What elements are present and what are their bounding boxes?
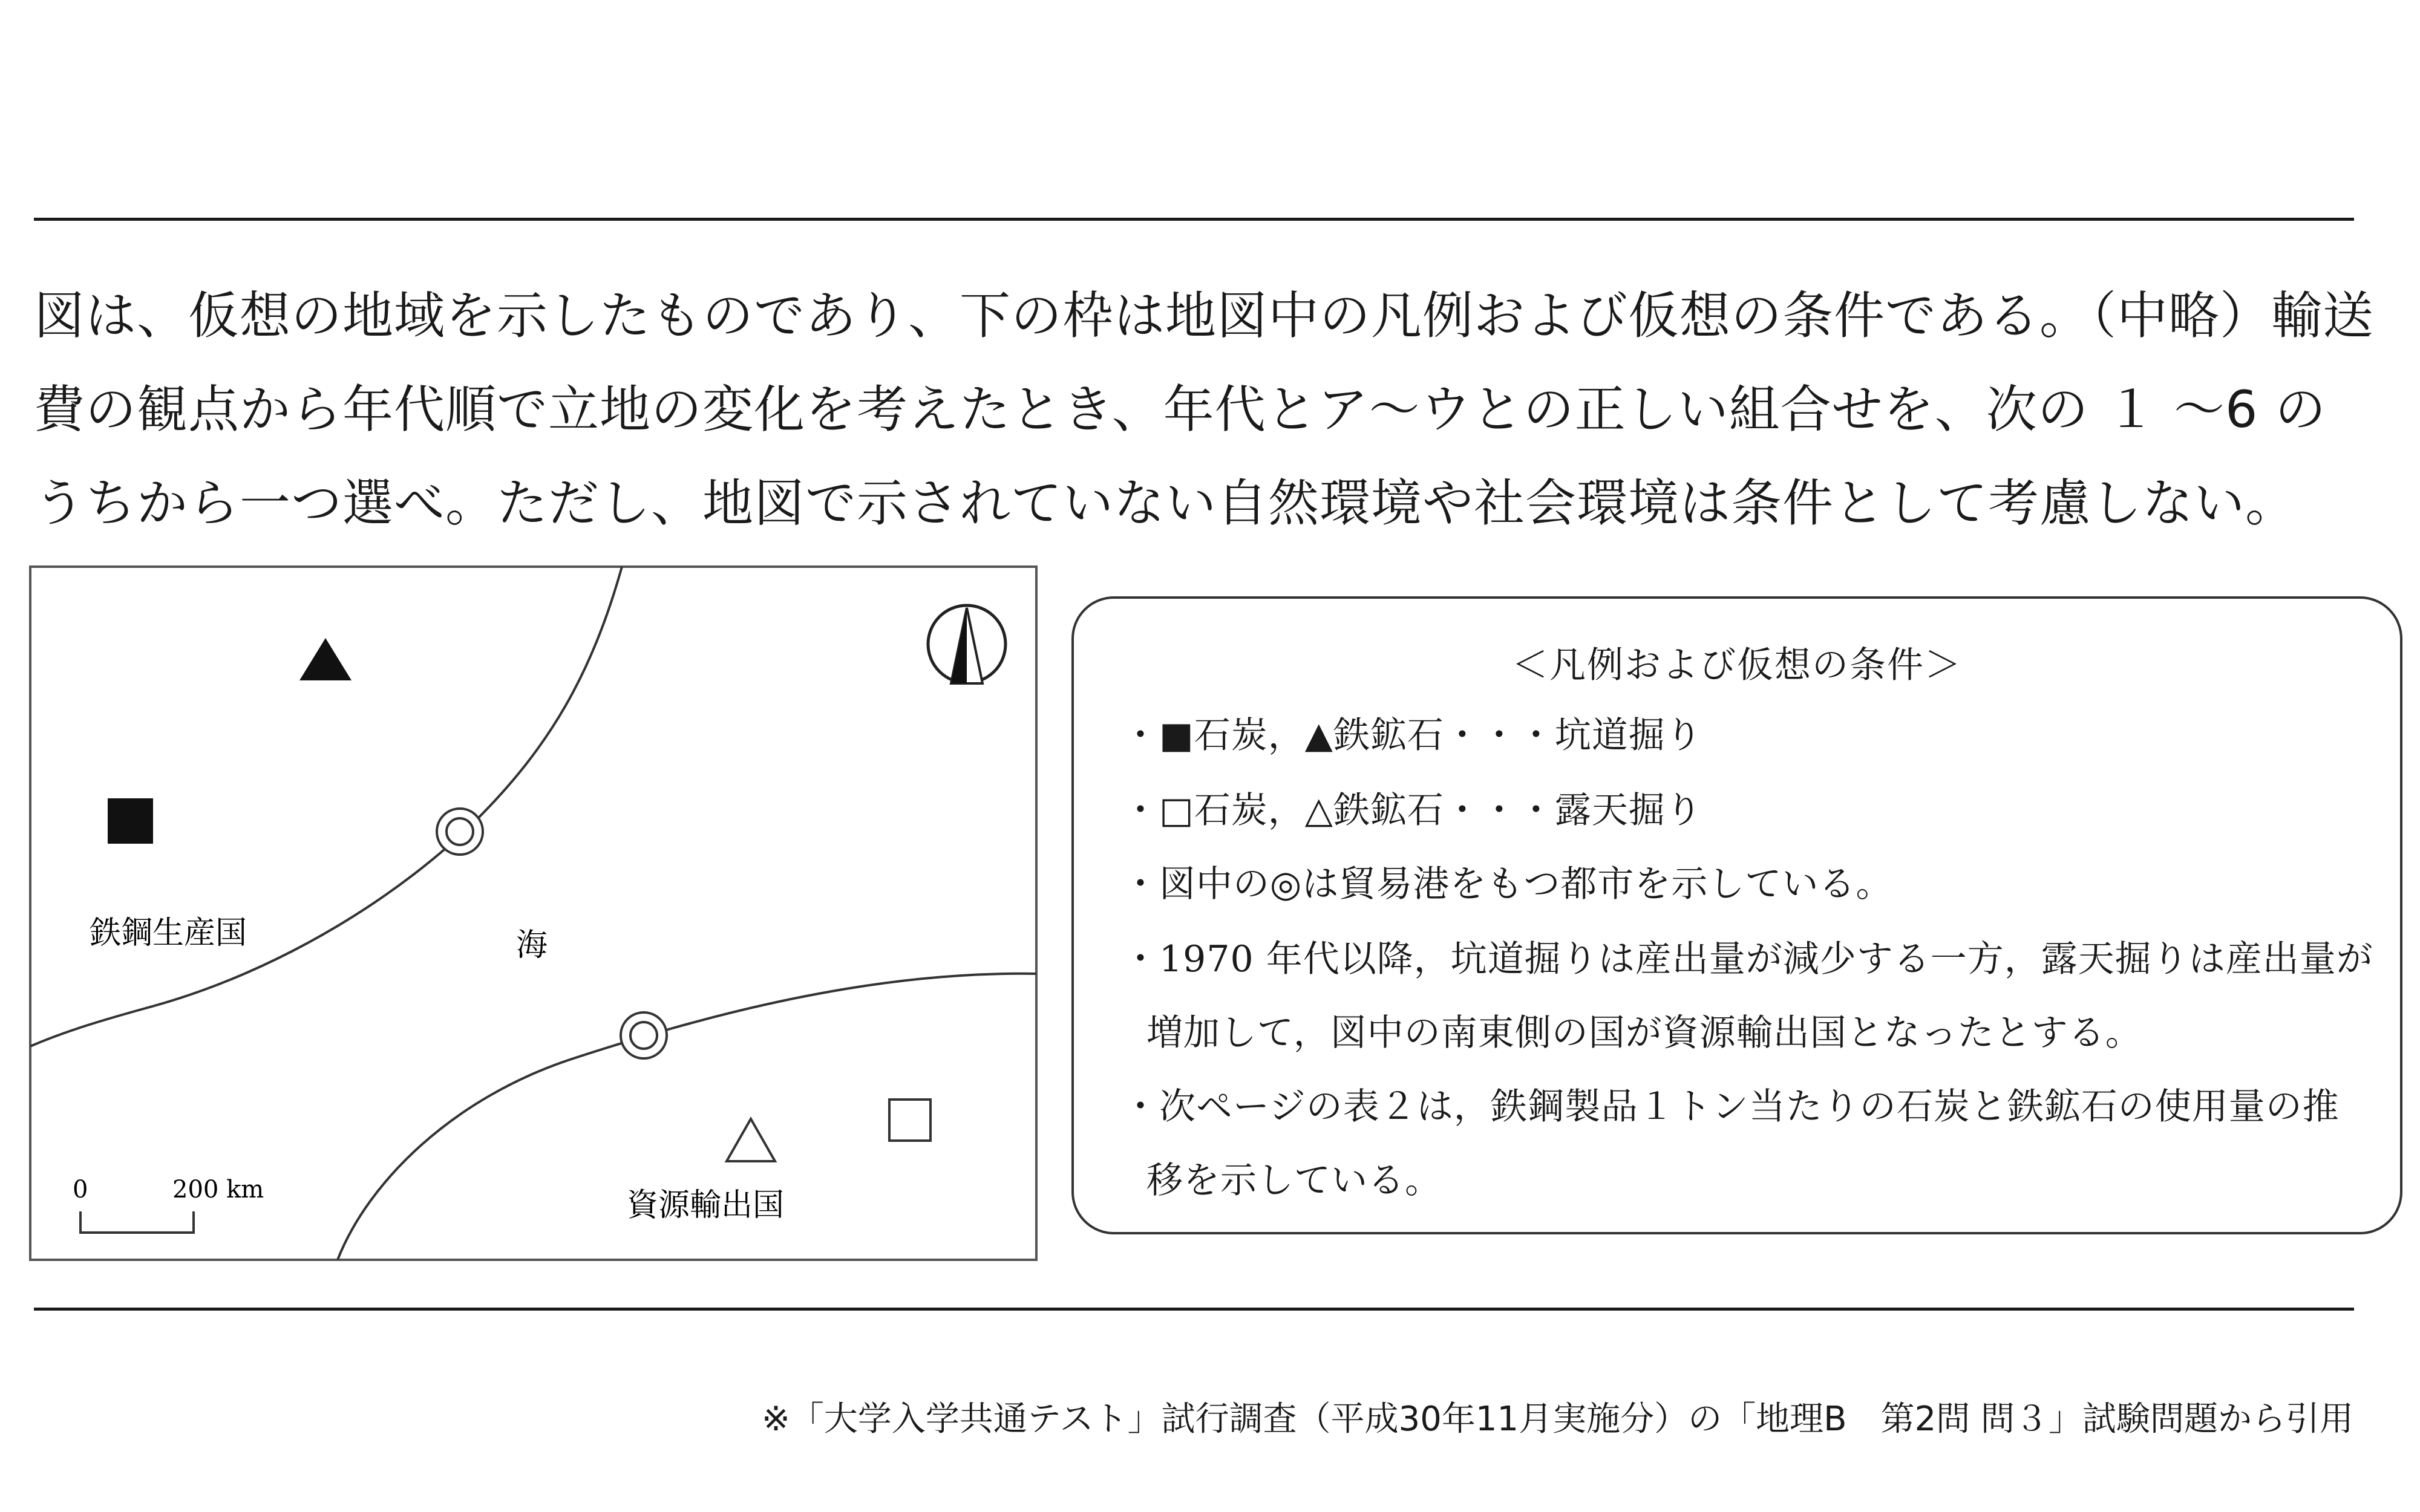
trade-port-icon-south	[621, 1012, 667, 1058]
scale-zero-label: 0	[73, 1176, 88, 1204]
top-divider	[34, 218, 2354, 221]
north-arrow-icon	[928, 605, 1006, 683]
resource-country-label: 資源輸出国	[627, 1187, 785, 1224]
question-text	[34, 269, 2393, 550]
legend-item-open-pit: ・□石炭，△鉄鉱石・・・露天掘り	[1122, 789, 1702, 832]
legend-item-production-trend: ・1970 年代以降，坑道掘りは産出量が減少する一方，露天掘りは産出量が	[1122, 938, 2373, 980]
trade-port-icon-north	[437, 809, 483, 855]
legend-item-underground: ・■石炭，▲鉄鉱石・・・坑道掘り	[1122, 714, 1702, 757]
legend-item-table-note: ・次ページの表２は，鉄鋼製品１トン当たりの石炭と鉄鉱石の使用量の推	[1122, 1086, 2340, 1128]
question-line-3: うちから一つ選べ。ただし、地図で示されていない自然環境や社会環境は条件として考慮しない。	[34, 474, 2297, 533]
legend-conditions-box	[1071, 596, 2402, 1234]
coal-underground-icon	[108, 798, 153, 844]
question-line-2: 費の観点から年代順で立地の変化を考えたとき、年代とア〜ウとの正しい組合せを、次の １ 〜6 の	[34, 380, 2327, 439]
legend-item-production-trend-cont: 増加して，図中の南東側の国が資源輸出国となったとする。	[1146, 1012, 2142, 1054]
question-line-1: 図は、仮想の地域を示したものであり、下の枠は地図中の凡例および仮想の条件である。（中略）輸送	[34, 286, 2375, 345]
steel-country-label: 鉄鋼生産国	[90, 915, 247, 951]
source-citation: ※「大学入学共通テスト」試行調査（平成30年11月実施分）の「地理B 第2問 問３」試験問題から引用	[761, 1400, 2353, 1439]
legend-item-trade-port: ・図中の◎は貿易港をもつ都市を示している。	[1122, 863, 1893, 905]
sea-label: 海	[516, 927, 548, 963]
scale-distance-label: 200 km	[172, 1176, 264, 1204]
bottom-divider	[34, 1308, 2354, 1311]
hypothetical-region-map	[29, 565, 1038, 1261]
legend-title: ＜凡例および仮想の条件＞	[1512, 644, 1962, 686]
map-frame	[30, 567, 1036, 1260]
legend-item-table-note-cont: 移を示している。	[1146, 1159, 1442, 1202]
coal-open-pit-icon	[889, 1100, 930, 1141]
